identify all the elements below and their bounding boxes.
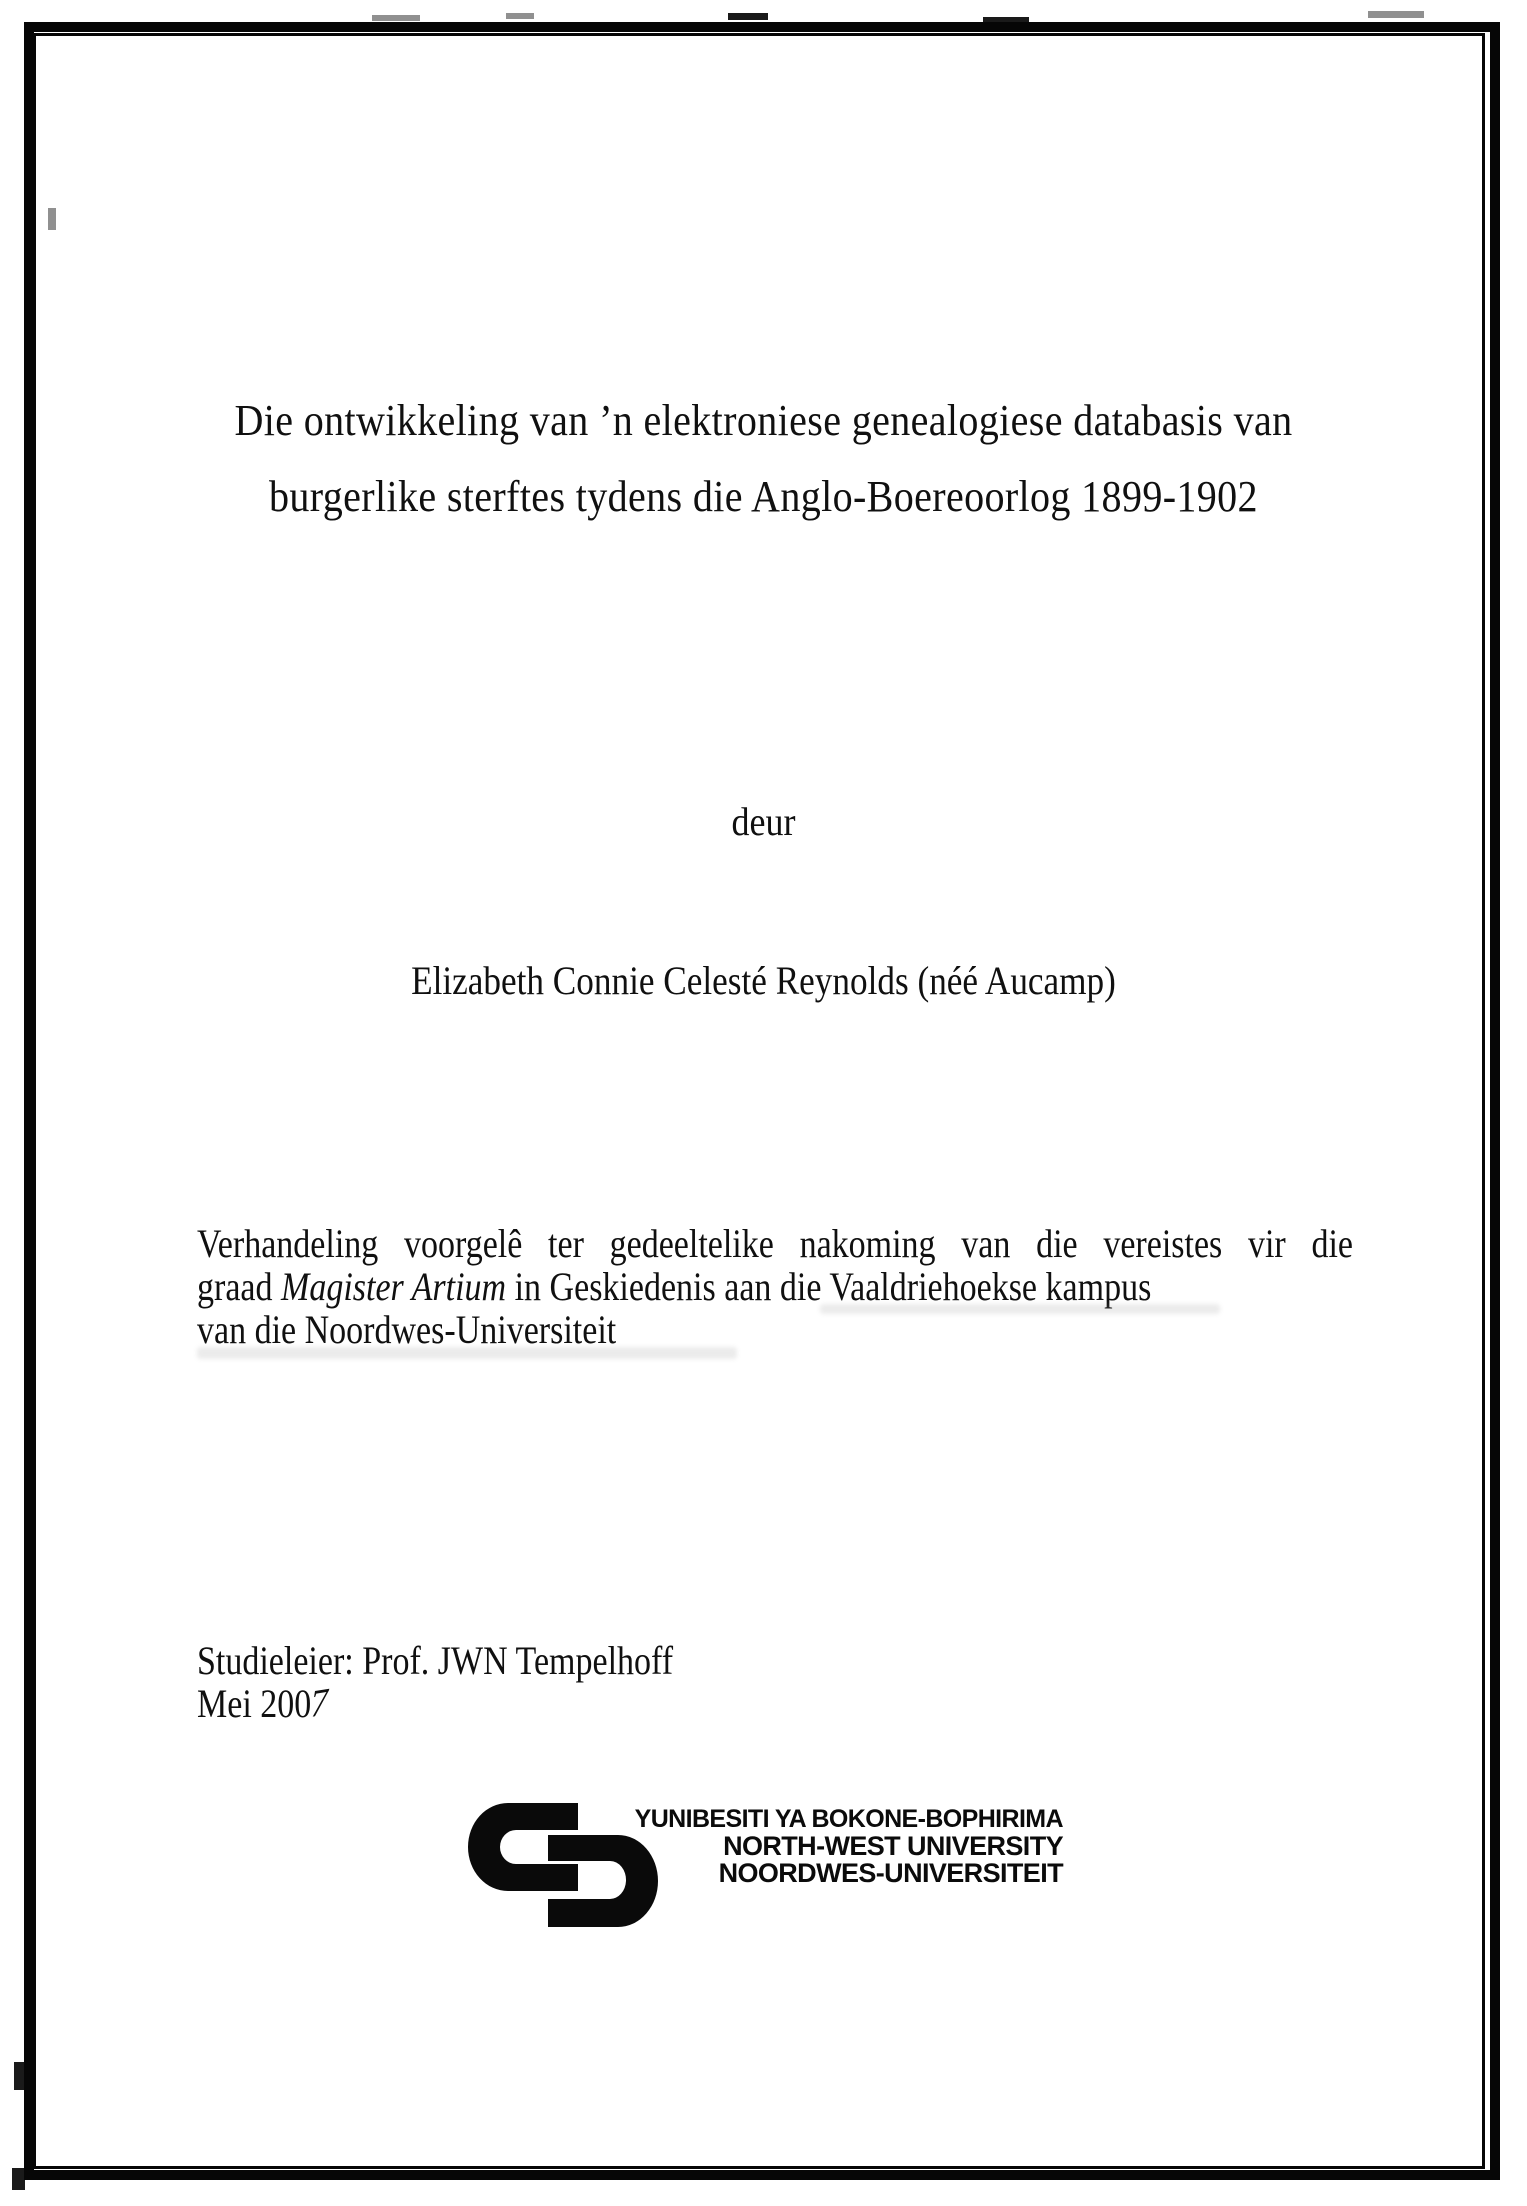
date-line: [197, 1678, 1353, 1727]
date-last-digit: 7: [307, 1678, 333, 1727]
degree-statement-line3: van die Noordwes-Universiteit: [197, 1307, 617, 1352]
degree-statement-line2-suffix: in Geskiedenis aan die Vaaldriehoekse kampus: [506, 1264, 1152, 1309]
degree-statement: [197, 1222, 1353, 1351]
degree-statement-line2: [197, 1265, 1353, 1308]
scan-artifact: [372, 15, 420, 21]
logo-wordmark-line1: YUNIBESITI YA BOKONE-BOPHIRIMA: [634, 1805, 1063, 1833]
degree-statement-line1: Verhandeling voorgelê ter gedeeltelike nakoming van die vereistes vir die: [197, 1221, 1353, 1266]
logo-wordmark: [583, 1805, 1063, 1887]
thesis-title-line2: burgerlike sterftes tydens die Anglo-Boereoorlog 1899-1902: [269, 472, 1258, 521]
scan-artifact: [506, 13, 534, 19]
scan-ghost-echo: [820, 1304, 1220, 1314]
scan-artifact: [1368, 11, 1424, 18]
supervisor-date-block: [197, 1639, 1353, 1725]
supervisor-line: Studieleier: Prof. JWN Tempelhoff: [197, 1638, 674, 1683]
byline-deur: deur: [731, 799, 796, 844]
logo-wordmark-line3: NOORDWES-UNIVERSITEIT: [718, 1858, 1063, 1888]
thesis-title-line1: Die ontwikkeling van ’n elektroniese genealogiese databasis van: [234, 396, 1293, 445]
degree-statement-line2-prefix: graad: [197, 1264, 282, 1309]
scan-artifact: [728, 13, 768, 20]
magister-artium-italic: Magister Artium: [281, 1264, 507, 1309]
logo-wordmark-line2: NORTH-WEST UNIVERSITY: [723, 1831, 1063, 1861]
author-name: Elizabeth Connie Celesté Reynolds (néé Aucamp): [411, 958, 1116, 1003]
scan-ghost-echo: [197, 1347, 737, 1359]
thesis-title: [69, 383, 1459, 535]
date-prefix: Mei 200: [197, 1681, 312, 1726]
